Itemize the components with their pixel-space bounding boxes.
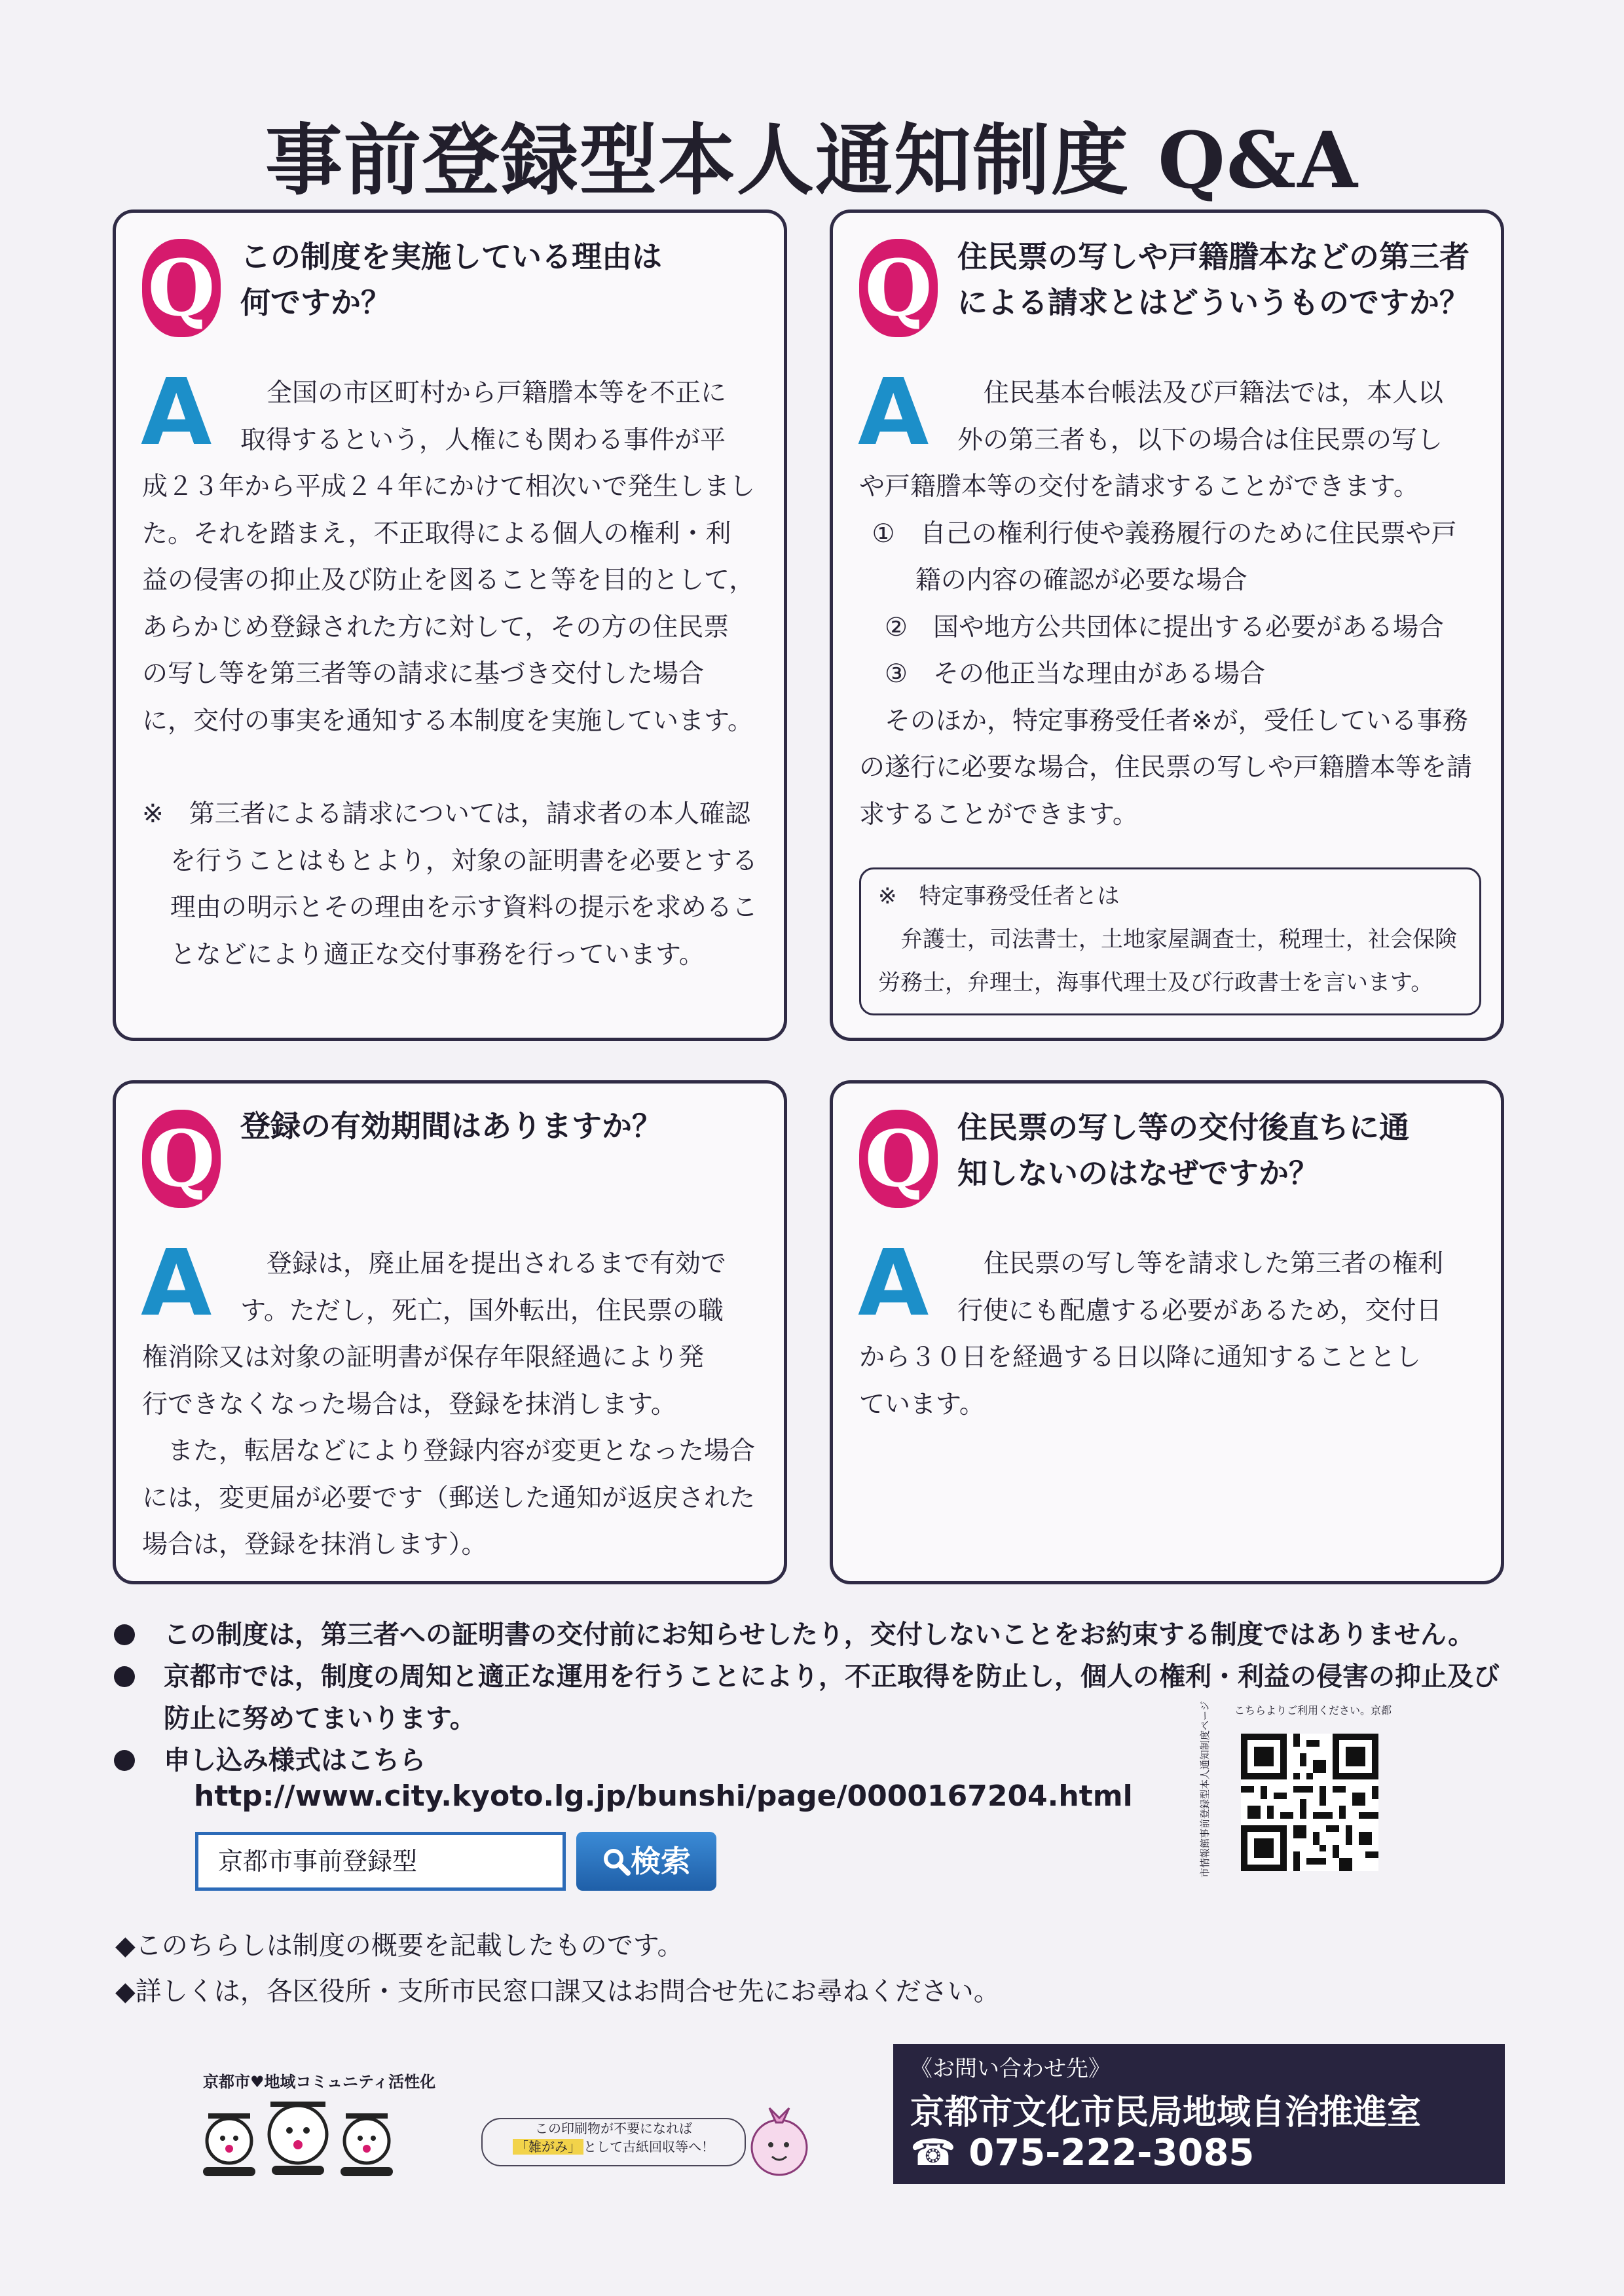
list-item: 京都市では，制度の周知と適正な運用を行うことにより，不正取得を防止し，個人の権利・利益の侵害の抑止及び防止に努めてまいります。 (111, 1656, 1513, 1740)
question-text: 住民票の写し等の交付後直ちに通 知しないのはなぜですか？ (957, 1110, 1409, 1191)
question-text: 住民票の写しや戸籍謄本などの第三者 による請求とはどういうものですか？ (957, 239, 1469, 320)
list-item: この制度は，第三者への証明書の交付前にお知らせしたり，交付しないことをお約束する制度ではありません。 (111, 1614, 1513, 1656)
answer-text: 住民票の写し等を請求した第三者の権利 行使にも配慮する必要があるため，交付日 から３０日を経過する日以降に通知することとし ています。 (859, 1249, 1444, 1419)
qa-box-notice-delay (830, 1080, 1504, 1584)
a-mark-icon: A (858, 1230, 929, 1337)
application-form-link[interactable]: http://www.city.kyoto.lg.jp/bunshi/page/0000167204.html (194, 1779, 1133, 1813)
list-item: 申し込み様式はこちら (111, 1740, 1513, 1781)
bullet-icon (114, 1750, 135, 1771)
mascot-icon (190, 2088, 406, 2187)
note-line: ◆このちらしは制度の概要を記載したものです。 (115, 1931, 684, 1961)
q-mark-icon: Q (142, 239, 221, 337)
q-mark-icon: Q (859, 1110, 938, 1208)
question-text: この制度を実施している理由は 何ですか？ (240, 239, 662, 320)
contact-label: 《お問い合わせ先》 (910, 2056, 1111, 2082)
specified-agent-note: ※ 特定事務受任者とは 弁護士，司法書士，土地家屋調査士，税理士，社会保険労務士，弁理士，海事代理士及び行政書士を言います。 (859, 867, 1481, 1015)
page-title: 事前登録型本人通知制度 Q&A (265, 115, 1359, 206)
note-line: ◆詳しくは，各区役所・支所市民窓口課又はお問合せ先にお尋ねください。 (115, 1977, 1000, 2007)
community-mascot-logo: 京都市♥地域コミュニティ活性化 (190, 2069, 406, 2187)
answer-note: ※ 第三者による請求については，請求者の本人確認を行うことはもとより，対象の証明書を必要とする理由の明示とその理由を示す資料の提示を求めることなどにより適正な交付事務を行っています。 (142, 799, 758, 970)
q-mark-icon: Q (142, 1110, 221, 1208)
qa-box-third-party (830, 210, 1504, 1041)
qr-code-icon[interactable] (1241, 1734, 1378, 1871)
contact-panel (893, 2044, 1505, 2184)
qa-box-reason (113, 210, 787, 1041)
answer-text: 住民基本台帳法及び戸籍法では，本人以 外の第三者も，以下の場合は住民票の写し や戸籍謄本等の交付を請求することができます。 ① 自己の権利行使や義務履行のために住民票や戸籍の内容の確認が必要な場合 ② 国や地方公共団体に提出する必要がある場合 ③ その他正当な理由がある場合 そのほか，特定事務受任者※が，受任している事務の遂行に必要な場合，住民票の写しや戸籍謄本等を請求することができます。 (859, 378, 1473, 829)
a-mark-icon: A (858, 359, 929, 466)
search-icon (602, 1847, 631, 1876)
telephone-icon: ☎ (910, 2132, 956, 2174)
qr-caption: こちらよりご利用ください。京都 (1234, 1704, 1392, 1717)
q-mark-icon: Q (859, 239, 938, 337)
a-mark-icon: A (141, 359, 212, 466)
question-text: 登録の有効期間はありますか？ (240, 1108, 662, 1144)
contact-phone[interactable]: ☎ 075-222-3085 (910, 2132, 1255, 2174)
paper-mascot-icon (743, 2088, 815, 2180)
contact-department: 京都市文化市民局地域自治推進室 (910, 2093, 1422, 2132)
search-input[interactable]: 京都市事前登録型 (195, 1832, 566, 1891)
bullet-icon (114, 1666, 135, 1687)
qr-code-block (1199, 1701, 1398, 1897)
recycle-note: この印刷物が不要になれば 「雑がみ」 として古紙回収等へ！ (481, 2118, 746, 2166)
qr-side-caption: 市情報館事前登録型本人通知制度ページ (1199, 1701, 1211, 1878)
search-button[interactable]: 検索 (576, 1832, 716, 1891)
answer-text: 全国の市区町村から戸籍謄本等を不正に 取得するという，人権にも関わる事件が平 成２３年から平成２４年にかけて相次いで発生しまし た。それを踏まえ，不正取得による個人の権利・利 益の侵害の抑止及び防止を図ること等を目的として， あらかじめ登録された方に対して，その方の住民票 の写し等を第三者等の請求に基づき交付した場合 に，交付の事実を通知する本制度を実施しています。 ※ 第三者による請求については，請求者の本人確認を行うことはもとより，対象の証明書を必要とする理由の明示とその理由を示す資料の提示を求めることなどにより適正な交付事務を行っています。 (142, 370, 764, 978)
answer-text: 登録は，廃止届を提出されるまで有効で す。ただし，死亡，国外転出，住民票の職 権消除又は対象の証明書が保存年限経過により発 行できなくなった場合は，登録を抹消します。 また，転居などにより登録内容が変更となった場合には，変更届が必要です（郵送した通知が返戻された場合は，登録を抹消します）。 (142, 1249, 756, 1559)
qa-box-validity (113, 1080, 787, 1584)
a-mark-icon: A (141, 1230, 212, 1337)
bullet-icon (114, 1624, 135, 1645)
